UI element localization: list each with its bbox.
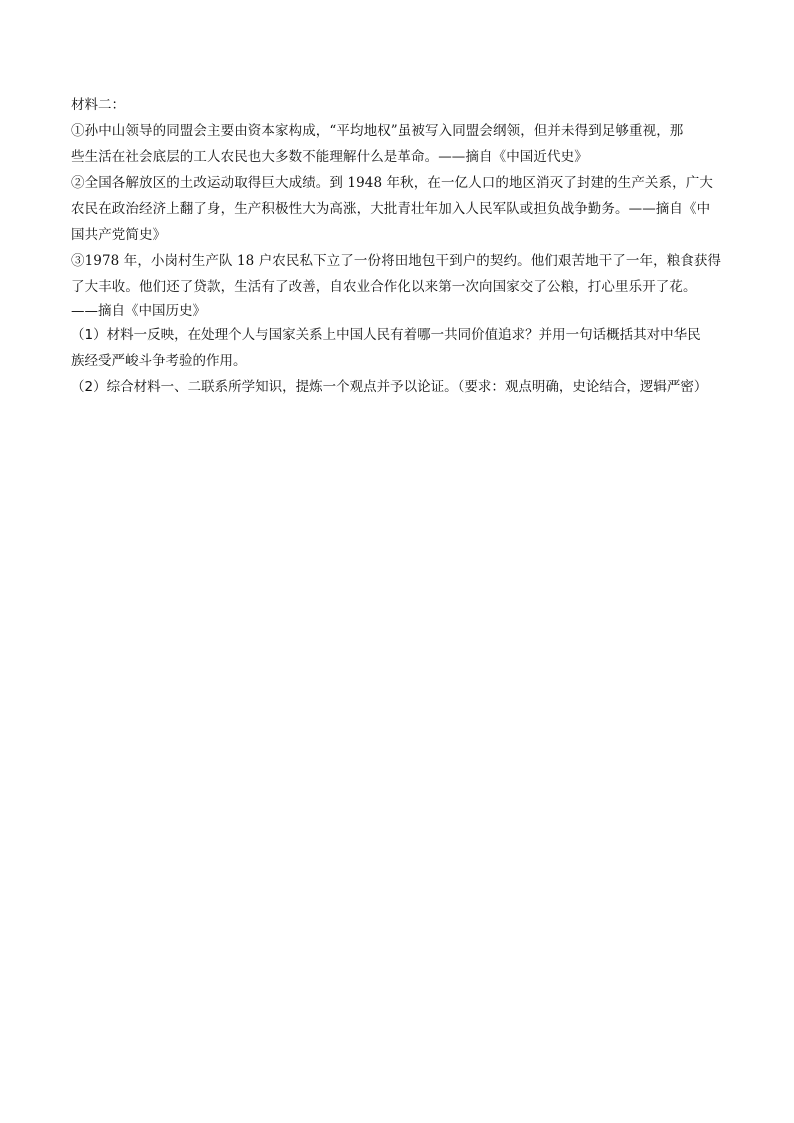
question-1-line-2: 族经受严峻斗争考验的作用。 [71,353,247,369]
material-heading: 材料二： [71,97,125,113]
question-1-line-1: （1）材料一反映，在处理个人与国家关系上中国人民有着哪一共同价值追求？并用一句话概括其对中华民 [71,327,701,343]
material-item-1-line-2: 些生活在社会底层的工人农民也大多数不能理解什么是革命。——摘自《中国近代史》 [71,149,588,165]
material-item-2-line-3: 国共产党简史》 [71,227,167,243]
material-item-2-line-2: 农民在政治经济上翻了身，生产积极性大为高涨，大批青壮年加入人民军队或担负战争勤务。——摘自《中 [71,201,711,217]
material-item-3 [71,248,731,300]
material-item-3-line-1: ③1978 年，小岗村生产队 18 户农民私下立了一份将田地包干到户的契约。他们艰苦地干了一年，粮食获得 [71,253,722,269]
document-content [71,92,731,400]
material-item-3-line-2: 了大丰收。他们还了贷款，生活有了改善，自农业合作化以来第一次向国家交了公粮，打心里乐开了花。 [71,279,697,295]
question-2 [71,374,731,400]
question-2-line-1: （2）综合材料一、二联系所学知识，提炼一个观点并予以论证。（要求：观点明确，史论结合，逻辑严密） [71,379,708,395]
material-item-2-line-1: ②全国各解放区的土改运动取得巨大成绩。到 1948 年秋，在一亿人口的地区消灭了封建的生产关系，广大 [71,175,713,191]
material-item-1 [71,118,731,170]
question-1 [71,322,731,374]
material-source: ——摘自《中国历史》 [71,303,206,319]
material-item-1-line-1: ①孙中山领导的同盟会主要由资本家构成，“平均地权”虽被写入同盟会纲领，但并未得到足够重视，那 [71,123,684,139]
material-item-2 [71,170,731,248]
